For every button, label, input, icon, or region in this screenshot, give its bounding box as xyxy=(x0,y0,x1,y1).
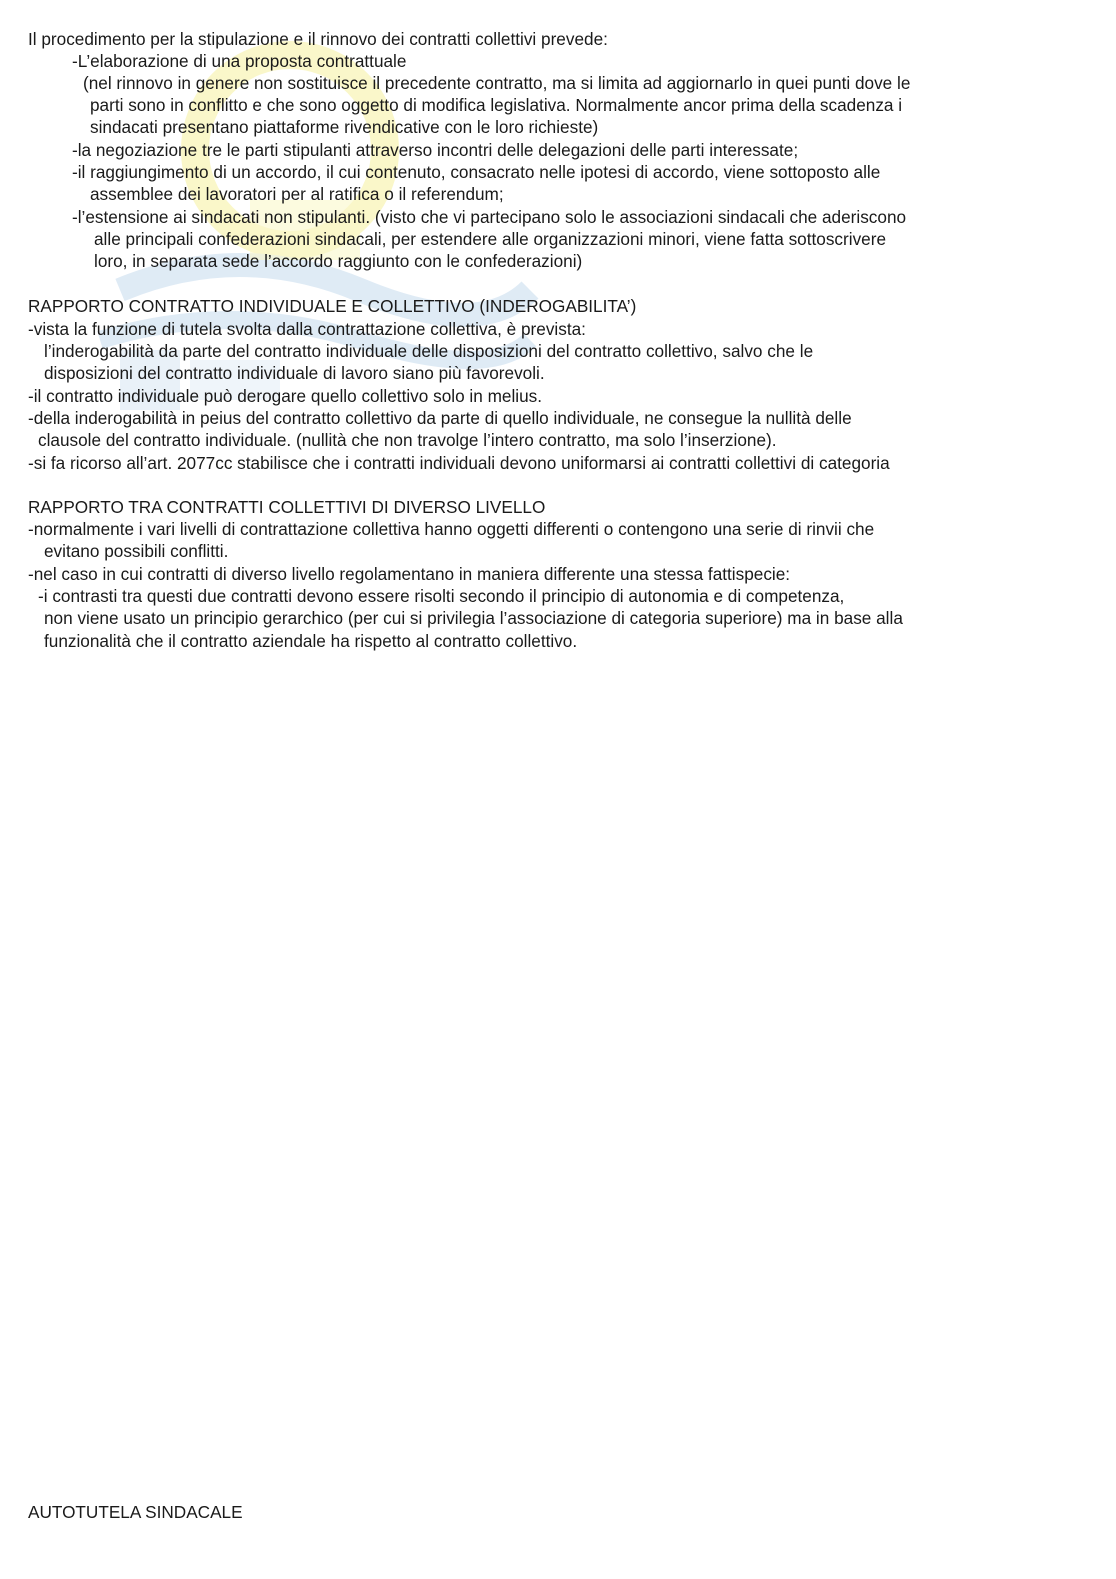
section2-line2: l’inderogabilità da parte del contratto individuale delle disposizioni del contratto collettivo, salvo che le xyxy=(44,341,814,361)
section3-line2: evitano possibili conflitti. xyxy=(44,541,229,561)
section3-line5: non viene usato un principio gerarchico (per cui si privilegia l’associazione di categoria superiore) ma in base alla xyxy=(44,608,903,628)
section2-line6: clausole del contratto individuale. (nullità che non travolge l’intero contratto, ma solo l’inserzione). xyxy=(38,430,777,450)
section1-item1: -L’elaborazione di una proposta contrattuale xyxy=(72,51,407,71)
section3-heading: RAPPORTO TRA CONTRATTI COLLETTIVI DI DIVERSO LIVELLO xyxy=(28,497,546,517)
section3-line6: funzionalità che il contratto aziendale ha rispetto al contratto collettivo. xyxy=(44,631,578,651)
section4-heading: AUTOTUTELA SINDACALE xyxy=(28,1502,243,1522)
section2-line1: -vista la funzione di tutela svolta dalla contrattazione collettiva, è prevista: xyxy=(28,319,586,339)
section2-heading: RAPPORTO CONTRATTO INDIVIDUALE E COLLETTIVO (INDEROGABILITA’) xyxy=(28,296,637,316)
section1-item1-note-line3: sindacati presentano piattaforme rivendicative con le loro richieste) xyxy=(90,117,599,137)
section1-item4-line3: loro, in separata sede l’accordo raggiunto con le confederazioni) xyxy=(94,251,583,271)
section1-item3-line1: -il raggiungimento di un accordo, il cui contenuto, consacrato nelle ipotesi di accordo, viene sottoposto alle xyxy=(72,162,881,182)
section1-item4-line1: -l’estensione ai sindacati non stipulanti. (visto che vi partecipano solo le associazioni sindacali che aderiscono xyxy=(72,207,907,227)
section3-line3: -nel caso in cui contratti di diverso livello regolamentano in maniera differente una stessa fattispecie: xyxy=(28,564,791,584)
section3-line1: -normalmente i vari livelli di contrattazione collettiva hanno oggetti differenti o contengono una serie di rinvii che xyxy=(28,519,875,539)
section1-item1-note-line2: parti sono in conflitto e che sono oggetto di modifica legislativa. Normalmente ancor prima della scadenza i xyxy=(90,95,903,115)
section1-item2: -la negoziazione tre le parti stipulanti attraverso incontri delle delegazioni delle parti interessate; xyxy=(72,140,799,160)
section1-item4-line2: alle principali confederazioni sindacali, per estendere alle organizzazioni minori, viene fatta sottoscrivere xyxy=(94,229,887,249)
section1-item3-line2: assemblee dei lavoratori per al ratifica o il referendum; xyxy=(90,184,504,204)
section1-item1-note-line1: (nel rinnovo in genere non sostituisce il precedente contratto, ma si limita ad aggiornarlo in quei punti dove le xyxy=(83,73,911,93)
section2-line5: -della inderogabilità in peius del contratto collettivo da parte di quello individuale, ne consegue la nullità delle xyxy=(28,408,852,428)
section2-line7: -si fa ricorso all’art. 2077cc stabilisce che i contratti individuali devono uniformarsi ai contratti collettivi di categoria xyxy=(28,453,890,473)
section3-line4: -i contrasti tra questi due contratti devono essere risolti secondo il principio di autonomia e di competenza, xyxy=(38,586,845,606)
section2-line3: disposizioni del contratto individuale di lavoro siano più favorevoli. xyxy=(44,363,545,383)
section2-line4: -il contratto individuale può derogare quello collettivo solo in melius. xyxy=(28,386,543,406)
section1-intro: Il procedimento per la stipulazione e il rinnovo dei contratti collettivi prevede: xyxy=(28,29,608,49)
